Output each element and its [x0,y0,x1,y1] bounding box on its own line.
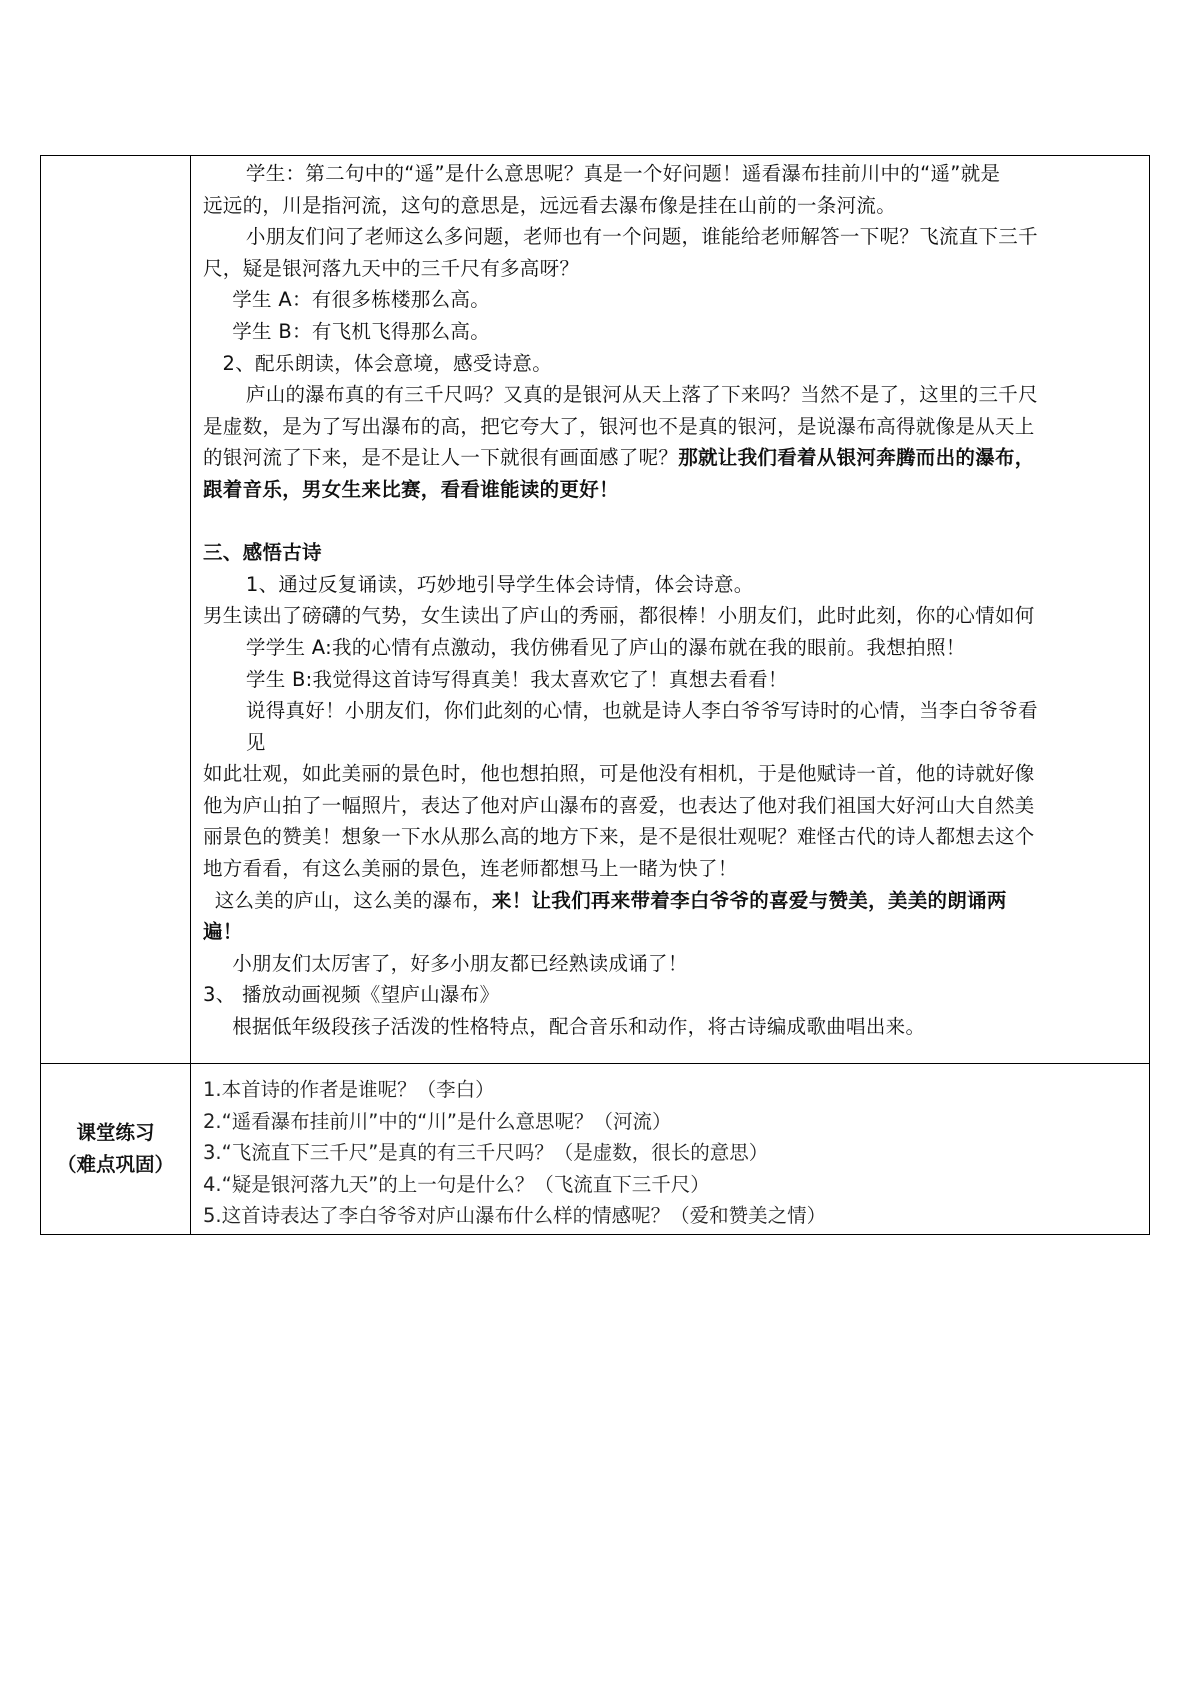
lesson-line-emphasis: 那就让我们看着从银河奔腾而出的瀑布， [678,446,1035,470]
lesson-line: 小朋友们太厉害了，好多小朋友都已经熟读成诵了！ [232,951,688,975]
lesson-line: 如此壮观，如此美丽的景色时，他也想拍照，可是他没有相机，于是他赋诗一首，他的诗就好像 [203,762,1035,786]
lesson-line: 是虚数，是为了写出瀑布的高，把它夸大了，银河也不是真的银河，是说瀑布高得就像是从天上 [203,414,1035,438]
lesson-line: 根据低年级段孩子活泼的性格特点，配合音乐和动作，将古诗编成歌曲唱出来。 [232,1015,926,1039]
lesson-line-emphasis: 来！让我们再来带着李白爷爷的喜爱与赞美，美美的朗诵两 [491,888,1007,912]
lesson-content-cell [191,156,1150,1064]
section-heading: 三、感悟古诗 [203,541,322,565]
lesson-plan-table [40,155,1150,1235]
lesson-line: 远远的，川是指河流，这句的意思是，远远看去瀑布像是挂在山前的一条河流。 [203,193,897,217]
practice-content-cell [191,1064,1150,1235]
lesson-line: 学学生 A:我的心情有点激动，我仿佛看见了庐山的瀑布就在我的眼前。我想拍照！ [245,635,966,659]
practice-label: 课堂练习 [76,1121,155,1144]
lesson-line-text: 的银河流了下来，是不是让人一下就很有画面感了呢？ [203,446,679,470]
practice-question: 5.这首诗表达了李白爷爷对庐山瀑布什么样的情感呢？（爱和赞美之情） [203,1204,827,1227]
practice-label-sub: （难点巩固） [56,1153,174,1176]
lesson-line [203,885,1139,917]
practice-label-cell [41,1064,191,1235]
lesson-line: 学生 B：有飞机飞得那么高。 [232,319,491,343]
lesson-line: 说得真好！小朋友们，你们此刻的心情，也就是诗人李白爷爷写诗时的心情，当李白爷爷看 [245,699,1038,723]
lesson-line: 学生 A：有很多栋楼那么高。 [232,288,490,312]
lesson-label-cell [41,156,191,1064]
lesson-line: 学生：第二句中的“遥”是什么意思呢？真是一个好问题！遥看瀑布挂前川中的“遥”就是 [245,162,1001,185]
practice-question: 1.本首诗的作者是谁呢？（李白） [203,1078,495,1101]
practice-row [41,1064,1150,1235]
lesson-line: 庐山的瀑布真的有三千尺吗？又真的是银河从天上落了下来吗？当然不是了，这里的三千尺 [245,383,1038,407]
lesson-line: 男生读出了磅礴的气势，女生读出了庐山的秀丽，都很棒！小朋友们，此时此刻，你的心情如何 [203,604,1035,628]
lesson-line: 他为庐山拍了一幅照片，表达了他对庐山瀑布的喜爱，也表达了他对我们祖国大好河山大自然美 [203,793,1035,817]
lesson-line: 地方看看，有这么美丽的景色，连老师都想马上一睹为快了！ [203,857,738,881]
lesson-line: 丽景色的赞美！想象一下水从那么高的地方下来，是不是很壮观呢？难怪古代的诗人都想去这个 [203,825,1035,849]
lesson-line: 见 [245,730,266,754]
lesson-line-emphasis: 遍！ [203,920,243,944]
lesson-line-text: 这么美的庐山，这么美的瀑布， [214,888,492,912]
lesson-line: 尺，疑是银河落九天中的三千尺有多高呀？ [203,256,580,280]
lesson-line: 3、 播放动画视频《望庐山瀑布》 [203,983,500,1007]
lesson-process-row [41,156,1150,1064]
practice-question: 4.“疑是银河落九天”的上一句是什么？（飞流直下三千尺） [203,1172,710,1196]
lesson-line-emphasis: 跟着音乐，男女生来比赛，看看谁能读的更好！ [203,477,619,501]
lesson-line: 小朋友们问了老师这么多问题，老师也有一个问题，谁能给老师解答一下呢？飞流直下三千 [245,225,1038,249]
lesson-line: 学生 B:我觉得这首诗写得真美！我太喜欢它了！真想去看看！ [245,667,788,691]
lesson-line [203,442,1139,474]
practice-question: 3.“飞流直下三千尺”是真的有三千尺吗？（是虚数，很长的意思） [203,1141,769,1164]
lesson-line: 1、通过反复诵读，巧妙地引导学生体会诗情，体会诗意。 [245,572,754,596]
blank-line [203,506,1139,538]
practice-question: 2.“遥看瀑布挂前川”中的“川”是什么意思呢？（河流） [203,1109,672,1133]
lesson-line: 2、配乐朗读，体会意境，感受诗意。 [222,351,553,375]
